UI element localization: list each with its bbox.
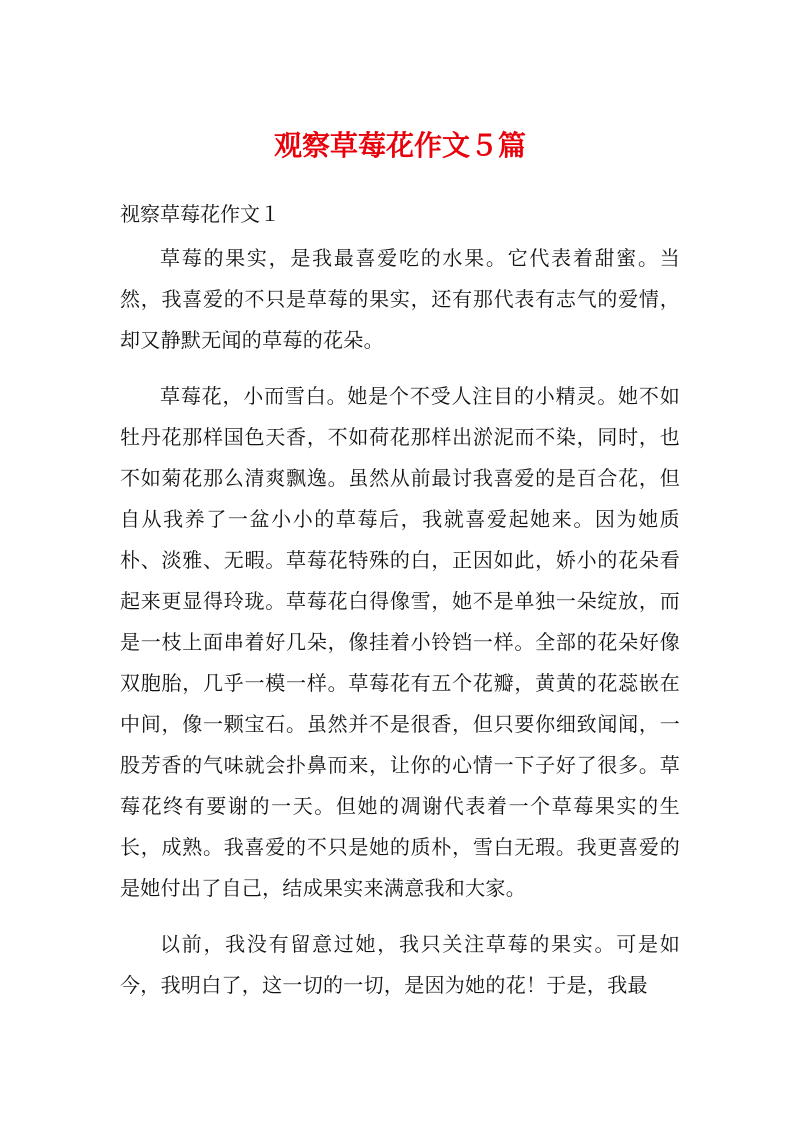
document-body	[120, 238, 680, 1021]
paragraph-1: 草莓的果实，是我最喜爱吃的水果。它代表着甜蜜。当然，我喜爱的不只是草莓的果实，还有那代表有志气的爱情，却又静默无闻的草莓的花朵。	[120, 246, 680, 352]
section-heading: 视察草莓花作文１	[120, 202, 280, 226]
paragraph-3: 以前，我没有留意过她，我只关注草莓的果实。可是如今，我明白了，这一切的一切，是因为她的花！于是，我最	[120, 932, 680, 997]
document-title: 观察草莓花作文５篇	[273, 129, 526, 162]
paragraph-2: 草莓花，小而雪白。她是个不受人注目的小精灵。她不如牡丹花那样国色天香，不如荷花那样出淤泥而不染，同时，也不如菊花那么清爽飘逸。虽然从前最讨我喜爱的是百合花，但自从我养了一盆小小的草莓后，我就喜爱起她来。因为她质朴、淡雅、无暇。草莓花特殊的白，正因如此，娇小的花朵看起来更显得玲珑。草莓花白得像雪，她不是单独一朵绽放，而是一枝上面串着好几朵，像挂着小铃铛一样。全部的花朵好像双胞胎，几乎一模一样。草莓花有五个花瓣，黄黄的花蕊嵌在中间，像一颗宝石。虽然并不是很香，但只要你细致闻闻，一股芳香的气味就会扑鼻而来，让你的心情一下子好了很多。草莓花终有要谢的一天。但她的凋谢代表着一个草莓果实的生长，成熟。我喜爱的不只是她的质朴，雪白无瑕。我更喜爱的是她付出了自己，结成果实来满意我和大家。	[120, 384, 680, 900]
